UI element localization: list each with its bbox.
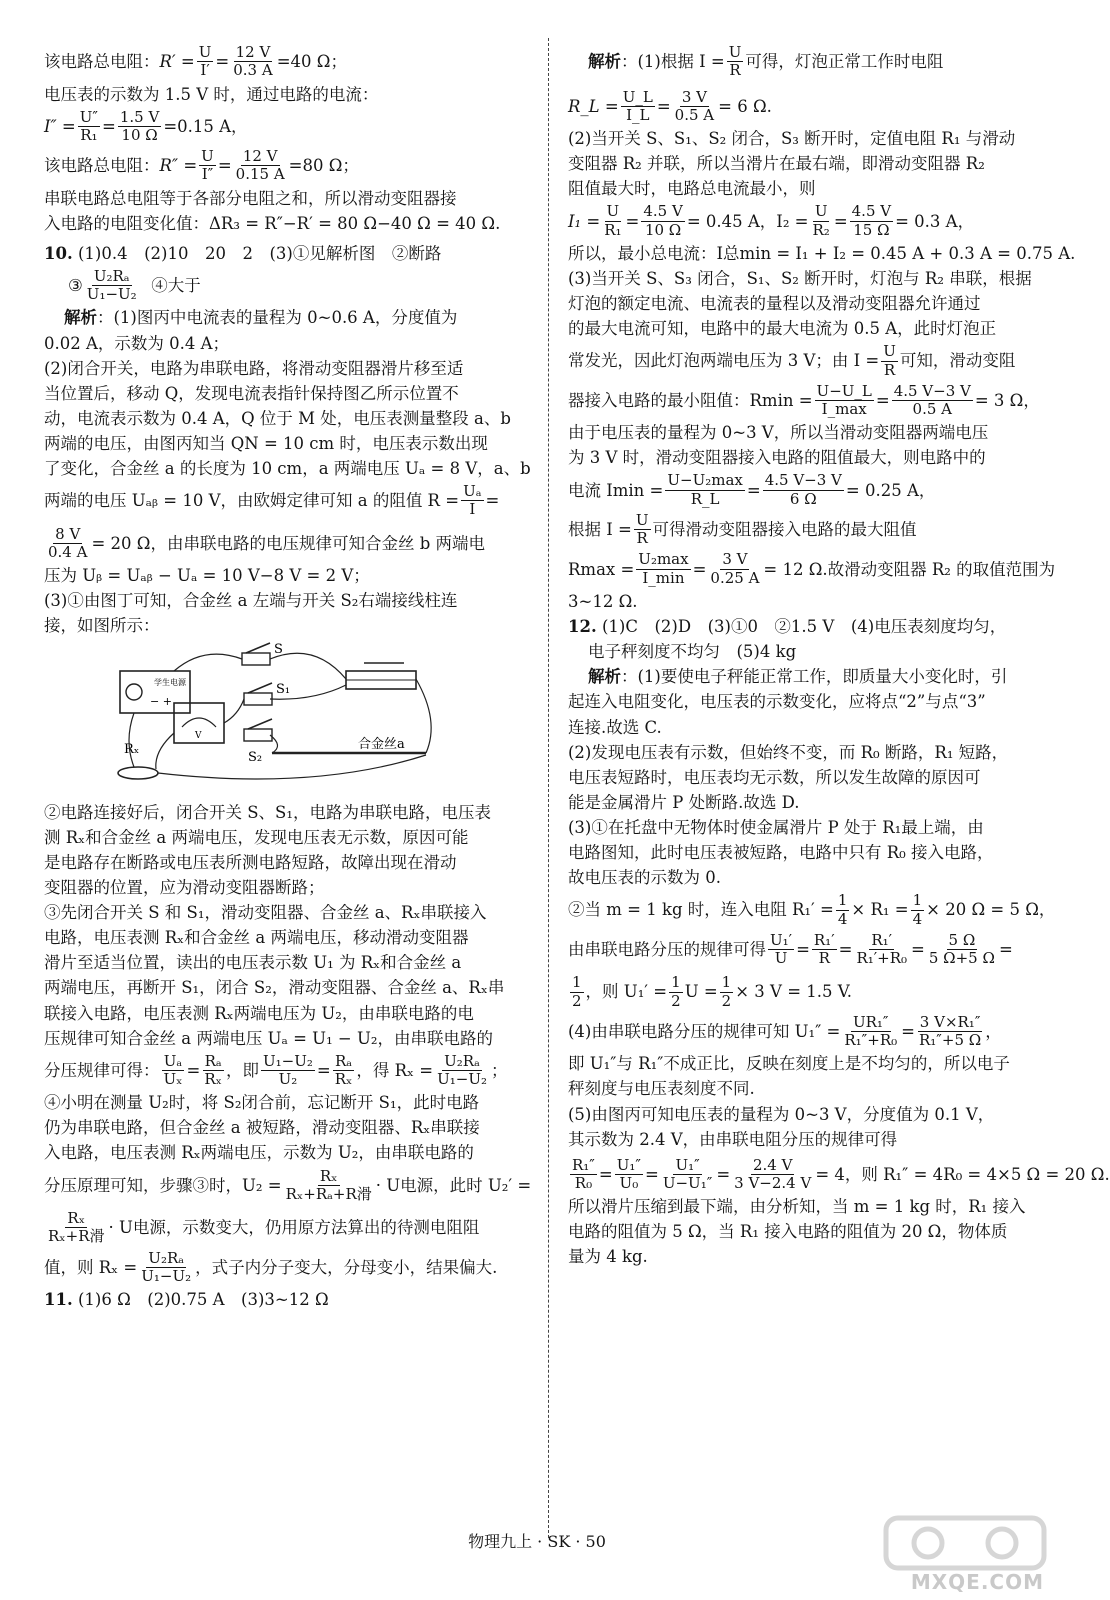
text: = 6 Ω.: [718, 96, 772, 116]
text-line: 压为 Uᵦ = Uₐᵦ − Uₐ = 10 V−8 V = 2 V；: [44, 566, 370, 586]
text: · U电源，此时 U₂′ =: [375, 1175, 532, 1195]
var: I″: [44, 116, 57, 136]
text-line: ③先闭合开关 S 和 S₁，滑动变阻器、合金丝 a、Rₓ串联接入: [44, 903, 487, 923]
text: 器接入电路的最小阻值：Rmin =: [568, 390, 813, 410]
eq-line: [568, 892, 1055, 928]
fraction: U I′: [198, 43, 212, 80]
text-line: 3~12 Ω.: [568, 591, 638, 611]
fraction: $\frac{4.5 V}{15 \Omega}$: [851, 202, 892, 239]
text-line: (2)当开关 S、S₁、S₂ 闭合，S₃ 断开时，定值电阻 R₁ 与滑动: [568, 129, 1016, 148]
text: 40 Ω；: [290, 52, 347, 72]
text-line: 电压表短路时，电压表均无示数，所以发生故障的原因可: [568, 767, 981, 787]
text: 0.15 A，: [177, 116, 248, 136]
fraction: Uₐ Uₓ: [163, 1051, 183, 1088]
fraction: U₂Rₐ U₁−U₂: [86, 266, 137, 304]
switch-s2-icon: [244, 729, 272, 741]
eq-line: 分压规律可得： Uₐ Uₓ = Rₐ Rₓ ，即 U₁−U₂ U₂ = Rₐ Rₓ ，得 Rₓ = $\frac{\text{U₂Rₐ}}{\text{U₁−U₂}}$ ；: [44, 1051, 508, 1088]
text-line: 接，如图所示：: [44, 616, 160, 636]
fraction: $\frac{4.5 V-3 V}{6 \Omega}$: [764, 471, 842, 508]
text: = 4，则 R₁″ = 4R₀ = 4×5 Ω = 20 Ω.: [815, 1164, 1110, 1184]
fraction: $\frac{5 \Omega}{5 \Omega+5 \Omega}$: [928, 930, 995, 968]
eq-line: [44, 1210, 479, 1246]
page-footer: 物理九上 · SK · 50: [468, 1532, 606, 1551]
fraction: 1.5 V 10 Ω: [119, 107, 160, 144]
fraction: $\frac{8 V}{0.4 A}$: [48, 524, 88, 561]
text: Rmax =: [568, 559, 635, 579]
text-line: 连接.故选 C.: [568, 717, 662, 737]
switch-s1-label: S₁: [276, 681, 291, 697]
analysis-line: [44, 307, 531, 328]
fraction: $\frac{\text{UR₁″}}{\text{R₁″+R₀}}$: [844, 1012, 898, 1050]
text: ：(1)图丙中电流表的量程为 0~0.6 A，分度值为: [97, 308, 458, 328]
text-line: 电路的阻值为 5 Ω，当 R₁ 接入电路的阻值为 20 Ω，物体质: [568, 1222, 1008, 1242]
text: (1)0.4 (2)10 20 2 (3)①见解析图 ②断路: [77, 243, 442, 263]
text: × R₁ =: [851, 900, 909, 920]
fraction: $\frac{\text{U₂Rₐ}}{\text{U₁−U₂}}$: [141, 1248, 192, 1285]
switch-s2-label: S₂: [248, 749, 263, 765]
text-line: 所以，最小总电流：I总min = I₁ + I₂ = 0.45 A + 0.3 A = 0.75 A.: [568, 243, 1076, 263]
text: =: [901, 1021, 915, 1041]
text: =: [998, 939, 1013, 959]
text: 该电路总电阻：: [44, 52, 160, 72]
eq-line: 由串联电路分压的规律可得 U₁′ U = R₁′ R = R₁′ R₁′+R₀ = $\frac{5 \Omega}{5 \Omega+5 \Omega}$ =: [568, 930, 1013, 968]
left-column: [44, 44, 531, 1310]
fraction: $\frac{1}{4}$: [912, 891, 923, 928]
text-line: (5)由图丙可知电压表的量程为 0~3 V，分度值为 0.1 V，: [568, 1104, 995, 1124]
text-line: 即 U₁″与 R₁″不成正比，反映在刻度上是不均匀的，所以电子: [568, 1054, 1010, 1074]
text-line: (2)闭合开关，电路为串联电路，将滑动变阻器滑片移至适: [44, 358, 464, 378]
eq-line: [568, 512, 917, 548]
fraction: U₁″ U₀: [616, 1155, 642, 1192]
eq-line: 该电路总电阻： R′ = U I′ = 12 V 0.3 A = 40 Ω；: [44, 43, 347, 80]
fraction: Rₐ Rₓ: [334, 1051, 353, 1088]
text-line: 能是金属滑片 P 处断路.故选 D.: [568, 792, 800, 812]
text: U =: [684, 982, 718, 1002]
text: ，即: [225, 1060, 259, 1080]
eq-line: 该电路总电阻： R″ = U I″ = 12 V 0.15 A = 80 Ω；: [44, 147, 359, 184]
text: ，得 Rₓ =: [356, 1060, 434, 1080]
rx-label: Rₓ: [124, 741, 140, 757]
text-line: 电压表的示数为 1.5 V 时，通过电路的电流：: [44, 84, 379, 104]
var: R_L: [568, 96, 600, 116]
eq-line: 器接入电路的最小阻值：Rmin = U−U_L I_max = $\frac{4.5 V-3 V}{0.5 A}$ = 3 Ω，: [568, 381, 1040, 419]
eq-line: [568, 343, 1015, 379]
text: ③: [68, 276, 83, 296]
fraction: $\frac{1}{2}$: [671, 973, 681, 1010]
fraction: $\frac{U}{\text{R₂}}$: [812, 202, 830, 239]
eq-line: [568, 1014, 1002, 1050]
answer-line: [44, 268, 201, 304]
eq-line: I″ = U″ R₁ = 1.5 V 10 Ω = 0.15 A，: [44, 107, 248, 144]
text-line: 测 Rₓ和合金丝 a 两端电压，发现电压表无示数，原因可能: [44, 827, 469, 847]
text: ：(1)根据 I =: [621, 52, 725, 72]
text-line: 量为 4 kg.: [568, 1247, 648, 1267]
text: ：(1)要使电子秤能正常工作，即质量大小变化时，引: [621, 667, 1008, 687]
alloy-wire-label: 合金丝a: [358, 736, 405, 752]
eq-line: 两端的电压 Uₐᵦ = 10 V，由欧姆定律可知 a 的阻值 R = $\frac{\text{Uₐ}}{I}$ =: [44, 482, 500, 519]
eq-line: I₁ = U R₁ = $\frac{4.5 V}{10 \Omega}$ = 0.45 A，I₂ = $\frac{U}{\text{R₂}}$ = $\frac{4.5 V}{15 \Omega}$ = 0.3 A，: [568, 202, 975, 239]
text-line: 仍为串联电路，但合金丝 a 被短路，滑动变阻器、Rₓ串联接: [44, 1118, 480, 1138]
text: · U电源，示数变大，仍用原方法算出的待测电阻阻: [108, 1218, 480, 1238]
circuit-figure: [114, 641, 444, 791]
text: = 20 Ω，由串联电路的电压规律可知合金丝 b 两端电: [91, 533, 486, 553]
text-line: 了变化，合金丝 a 的长度为 10 cm，a 两端电压 Uₐ = 8 V，a、b: [44, 459, 531, 479]
text-line: (3)①在托盘中无物体时使金属滑片 P 处于 R₁最上端，由: [568, 817, 984, 837]
fraction: R₁″ R₀: [572, 1155, 595, 1192]
analysis-label: 解析: [588, 52, 621, 72]
text: (1)C (2)D (3)①0 ②1.5 V (4)电压表刻度均匀，: [601, 617, 1007, 637]
text-line: 当位置后，移动 Q，发现电流表指针保持图乙所示位置不: [44, 383, 459, 403]
text: × 20 Ω = 5 Ω，: [926, 900, 1056, 920]
eq-line: R₁″ R₀ = U₁″ U₀ = U₁″ U−U₁″ = $\frac{2.4 V}{3 V-2.4 V}$ = 4，则 R₁″ = 4R₀ = 4×5 Ω = 20 Ω.: [572, 1155, 1110, 1192]
text: = 0.45 A，I₂ =: [686, 211, 809, 231]
fraction: U″ R₁: [79, 107, 99, 144]
text-line: 压规律可知合金丝 a 两端电压 Uₐ = U₁ − U₂，由串联电路的: [44, 1028, 494, 1048]
fraction: U−U_L I_max: [816, 381, 872, 419]
text: ②当 m = 1 kg 时，连入电阻 R₁′ =: [568, 900, 834, 920]
eq-line: [568, 44, 943, 80]
text-line: 入电路，电压表测 Rₓ两端电压，示数为 U₂，由串联电路的: [44, 1143, 474, 1163]
fraction: $\frac{\text{Uₐ}}{I}$: [463, 482, 482, 519]
text-line: 的最大电流可知，电路中的最大电流为 0.5 A，此时灯泡正: [568, 319, 997, 339]
analysis-label: 解析: [64, 308, 97, 328]
fraction: $\frac{1}{4}$: [837, 891, 848, 928]
text-line: 其示数为 2.4 V，由串联电阻分压的规律可得: [568, 1129, 898, 1149]
answer-line: [44, 243, 531, 264]
fraction: $\frac{U}{R}$: [728, 43, 742, 80]
text-line: 故电压表的示数为 0.: [568, 868, 721, 888]
text: ，则 U₁′ =: [585, 982, 668, 1002]
text-line: ②电路连接好后，闭合开关 S、S₁，电路为串联电路，电压表: [44, 802, 491, 822]
text-line: 0.02 A，示数为 0.4 A；: [44, 333, 230, 353]
text-line: (3)当开关 S、S₃ 闭合，S₁、S₂ 断开时，灯泡与 R₂ 串联，根据: [568, 268, 1032, 288]
fraction: $\frac{2.4 V}{3 V-2.4 V}$: [734, 1155, 812, 1192]
question-number: 11.: [44, 1290, 73, 1310]
text: × 3 V = 1.5 V.: [735, 982, 853, 1002]
text: (4)由串联电路分压的规律可知 U₁″ =: [568, 1021, 841, 1041]
text: 可得滑动变阻器接入电路的最大阻值: [652, 520, 917, 540]
question-number: 12.: [568, 617, 597, 637]
fraction: 12 V 0.3 A: [233, 43, 273, 80]
switch-s-label: S: [274, 641, 283, 657]
eq-line: Rmax = U₂max I_min = $\frac{3 V}{0.25 A}$ = 12 Ω.故滑动变阻器 R₂ 的取值范围为: [568, 550, 1056, 587]
text: (1)6 Ω (2)0.75 A (3)3~12 Ω: [77, 1290, 329, 1310]
watermark-text: MXQE.COM: [910, 1570, 1044, 1594]
fraction: U R₁: [604, 202, 622, 239]
fraction: $\frac{4.5 V}{10 \Omega}$: [643, 202, 683, 239]
answer-line: [44, 1289, 531, 1310]
var: I₁: [568, 211, 582, 231]
text: ，式子内分子变大，分母变小，结果偏大.: [195, 1257, 498, 1277]
var: R′: [159, 52, 176, 72]
text-line: (2)发现电压表有示数，但始终不变，而 R₀ 断路，R₁ 短路，: [568, 742, 1009, 762]
fraction: $\frac{4.5 V-3 V}{0.5 A}$: [893, 381, 971, 419]
fraction: R₁′ R₁′+R₀: [856, 930, 908, 968]
text-line: 起连入电阻变化，电压表的示数变化，应将点“2”与点“3”: [568, 692, 986, 712]
analysis-line: [568, 666, 1050, 687]
question-number: 10.: [44, 243, 73, 263]
text-line: 由于电压表的量程为 0~3 V，所以当滑动变阻器两端电压: [568, 423, 989, 443]
text: 可知，滑动变阻: [899, 351, 1016, 371]
text: 电流 Imin =: [568, 480, 664, 500]
text: ，: [985, 1021, 1002, 1041]
text: = 12 Ω.故滑动变阻器 R₂ 的取值范围为: [763, 559, 1056, 579]
text-line: 变阻器的位置，应为滑动变阻器断路；: [44, 877, 325, 897]
fraction: U₁−U₂ U₂: [262, 1051, 313, 1088]
text-line: (3)①由图丁可知，合金丝 a 左端与开关 S₂右端接线柱连: [44, 591, 458, 611]
text: ④大于: [151, 276, 201, 296]
power-supply-label: 学生电源: [154, 677, 186, 687]
column-divider: [548, 38, 549, 1538]
rx-resistor-icon: [118, 767, 158, 779]
fraction: Rₓ Rₓ+Rₐ+R滑: [285, 1166, 372, 1203]
text: 常发光，因此灯泡两端电压为 3 V；由 I =: [568, 351, 880, 371]
eq-line: [568, 974, 852, 1010]
fraction: $\frac{\text{3 V×R₁″}}{\text{R₁″+5 Ω}}$: [919, 1012, 982, 1050]
text-line: 两端电压，再断开 S₁，闭合 S₂，滑动变阻器、合金丝 a、Rₓ串: [44, 978, 505, 998]
text: 两端的电压 Uₐᵦ = 10 V，由欧姆定律可知 a 的阻值 R =: [44, 491, 460, 511]
text: 值，则 Rₓ =: [44, 1257, 138, 1277]
fraction: 1 2: [572, 973, 582, 1010]
text: = 3 Ω，: [974, 390, 1040, 410]
fraction: $\frac{3 V}{0.25 A}$: [710, 550, 760, 587]
switch-s1-icon: [244, 693, 272, 705]
svg-text:− +: − +: [150, 694, 172, 708]
text: 可得，灯泡正常工作时电阻: [745, 52, 944, 72]
text: 分压规律可得：: [44, 1060, 160, 1080]
fraction: $\frac{3 V}{0.5 A}$: [674, 87, 715, 124]
fraction: $\frac{U}{R}$: [635, 510, 649, 548]
text: = 0.3 A，: [895, 211, 975, 231]
switch-s-icon: [242, 653, 270, 665]
fraction: U₂max I_min: [638, 550, 689, 587]
text-line: 联接入电路，电压表测 Rₓ两端电压为 U₂，由串联电路的电: [44, 1003, 474, 1023]
text-line: 两端的电压，由图丙知当 QN = 10 cm 时，电压表示数出现: [44, 433, 488, 453]
text-line: 阻值最大时，电路总电流最小，则: [568, 179, 816, 199]
fraction: $\frac{U}{R}$: [883, 342, 896, 379]
var: R″: [159, 156, 179, 176]
analysis-label: 解析: [588, 667, 621, 687]
fraction: U_L I_L: [622, 87, 653, 124]
text-line: 电路，电压表测 Rₓ和合金丝 a 两端电压，移动滑动变阻器: [44, 928, 469, 948]
fraction: U₁″ U−U₁″: [662, 1155, 713, 1192]
text-line: 秤刻度与电压表刻度不同.: [568, 1079, 755, 1099]
text-line: 是电路存在断路或电压表所测电路短路，故障出现在滑动: [44, 852, 457, 872]
answer-line: [568, 616, 1050, 637]
text: ；: [490, 1060, 508, 1080]
text-line: 变阻器 R₂ 并联，所以当滑片在最右端，即滑动变阻器 R₂: [568, 154, 985, 174]
text-line: 灯泡的额定电流、电流表的量程以及滑动变阻器允许通过: [568, 294, 981, 314]
fraction: 12 V 0.15 A: [235, 147, 285, 184]
eq-line: [44, 526, 485, 562]
right-column: [568, 43, 1110, 1268]
fraction: Rₐ Rₓ: [204, 1051, 222, 1088]
text: 分压原理可知，步骤③时，U₂ =: [44, 1175, 282, 1195]
fraction: U−U₂max R_L: [667, 471, 743, 508]
eq-line: 电流 Imin = U−U₂max R_L = $\frac{4.5 V-3 V}{6 \Omega}$ = 0.25 A，: [568, 471, 936, 508]
text: 由串联电路分压的规律可得: [568, 939, 766, 959]
text-line: 所以滑片压缩到最下端，由分析知，当 m = 1 kg 时，R₁ 接入: [568, 1197, 1026, 1217]
text: 80 Ω；: [302, 156, 359, 176]
fraction: Rₓ Rₓ+R滑: [48, 1209, 105, 1246]
text-line: 电路图知，此时电压表被短路，电路中只有 R₀ 接入电路，: [568, 843, 994, 863]
text-line: ④小明在测量 U₂时，将 S₂闭合前，忘记断开 S₁，此时电路: [44, 1093, 480, 1113]
text-line: 动，电流表示数为 0.4 A，Q 位于 M 处，电压表测量整段 a、b: [44, 408, 511, 428]
fraction: $\frac{\text{U₂Rₐ}}{\text{U₁−U₂}}$: [437, 1051, 487, 1088]
text-line: 为 3 V 时，滑动变阻器接入电路的阻值最大，则电路中的: [568, 448, 986, 468]
eq-line: [44, 1250, 497, 1286]
eq-line: [44, 1168, 531, 1204]
text-line: 滑片至适当位置，读出的电压表示数 U₁ 为 Rₓ和合金丝 a: [44, 953, 462, 973]
svg-text:V: V: [195, 730, 202, 741]
text-line: 串联电路总电阻等于各部分电阻之和，所以滑动变阻器接: [44, 188, 457, 208]
text-line: 入电路的电阻变化值：ΔR₃ = R″−R′ = 80 Ω−40 Ω = 40 Ω.: [44, 213, 501, 233]
text: 该电路总电阻：: [44, 156, 160, 176]
text-line: 电子秤刻度不均匀 (5)4 kg: [588, 642, 797, 662]
fraction: R₁′ R: [813, 930, 835, 968]
text: = 0.25 A，: [845, 480, 936, 500]
fraction: U₁′ U: [770, 930, 793, 968]
fraction: $\frac{1}{2}$: [721, 973, 732, 1010]
text: 根据 I =: [568, 520, 632, 540]
fraction: U I″: [201, 147, 214, 184]
eq-line: R_L = U_L I_L = $\frac{3 V}{0.5 A}$ = 6 Ω.: [568, 87, 772, 124]
